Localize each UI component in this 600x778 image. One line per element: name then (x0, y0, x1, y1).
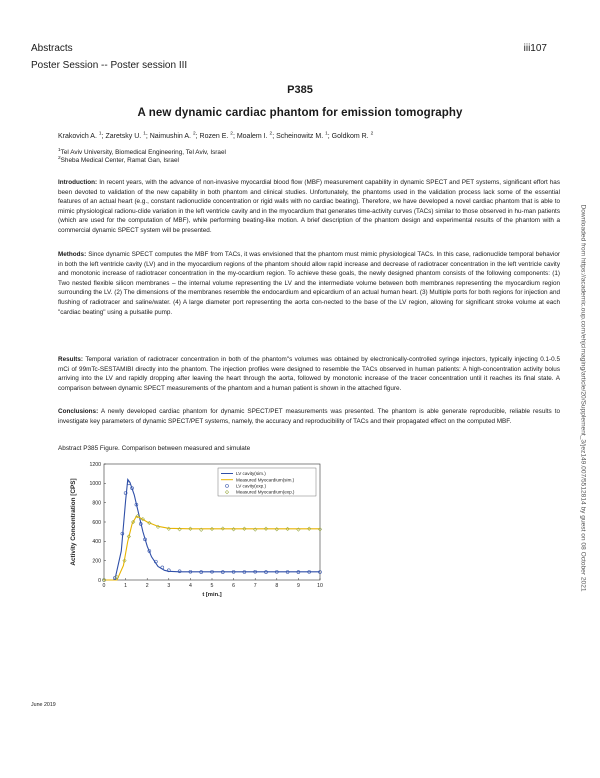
poster-id: P385 (287, 84, 313, 96)
introduction-heading: Introduction: (58, 179, 98, 186)
legend-label: Measured Myocardium(sim.) (236, 477, 295, 483)
conclusions-text: A newly developed cardiac phantom for dynamic SPECT/PET measurements was presented. The phantom is able generate reproducible, reliable results to investigate key parameters of dynamic SPECT/PET systems, namely, the accuracy and reproducibility of TACs and their propagated effect on the computed MBF. (58, 408, 560, 425)
y-tick-label: 0 (98, 577, 101, 584)
x-tick-label: 8 (275, 583, 279, 589)
methods-paragraph (58, 250, 560, 317)
author-name: Krakovich A. (58, 133, 97, 140)
y-tick-label: 200 (92, 558, 101, 565)
chart-legend (218, 468, 316, 496)
author-affiliation-marker: 2 (230, 131, 233, 137)
legend-label: Measured Myocardium(exp.) (236, 489, 295, 495)
paper-title: A new dynamic cardiac phantom for emission tomography (137, 107, 463, 119)
y-tick-label: 400 (92, 539, 101, 546)
conclusions-heading: Conclusions: (58, 408, 99, 415)
figure-caption: Abstract P385 Figure. Comparison between measured and simulate (58, 445, 251, 452)
x-tick-label: 5 (210, 583, 214, 589)
author-affiliation-marker: 1 (325, 131, 328, 137)
results-paragraph (58, 355, 560, 393)
author-name: Rozen E. (199, 133, 229, 140)
x-tick-label: 6 (232, 583, 236, 589)
x-tick-label: 10 (317, 583, 323, 589)
x-tick-label: 4 (188, 583, 192, 589)
x-tick-label: 0 (102, 583, 106, 589)
legend-label: LV cavity(exp.) (236, 483, 267, 489)
author-affiliation-marker: 1 (98, 131, 102, 137)
footer-date: June 2019 (31, 702, 56, 708)
y-tick-label: 1000 (89, 481, 101, 488)
y-axis-label: Activity Concentration [CPS] (70, 478, 77, 566)
conclusions-paragraph (58, 407, 560, 426)
page-number: iii107 (523, 43, 547, 54)
author-affiliation-marker: 2 (192, 131, 196, 137)
legend-label: LV cavity(sim.) (236, 471, 266, 477)
methods-heading: Methods: (58, 251, 87, 258)
author-name: Scheinowitz M. (276, 133, 324, 140)
author-name: Goldkom R. (331, 133, 369, 140)
author-name: Zaretsky U. (105, 133, 142, 140)
affiliation-1: $^1$Tel Aviv University, Biomedical Engineering, Tel Aviv, Israel (58, 147, 226, 156)
affiliation-2: $^2$Sheba Medical Center, Ramat Gan, Israel (58, 155, 179, 164)
author-affiliation-marker: 2 (370, 131, 374, 137)
download-note: Downloaded from https://academic.oup.com/ehjcimaging/article/20/Supplement_3/jez149.007/5512814 by guest on 08 October 2021 (579, 204, 587, 592)
x-axis-label: t [min.] (202, 592, 222, 598)
y-tick-label: 600 (92, 519, 101, 526)
author-name: Moalem I. (236, 133, 268, 140)
author-affiliation-marker: 1 (143, 131, 146, 137)
journal-section: Abstracts (31, 43, 73, 54)
results-text: Temporal variation of radiotracer concentration in both of the phantom"s volumes was obtained by electronically-controlled syringe injectors, typically injecting 0.1-0.5 mCi of 99mTc-SESTAMIBI directly into the phantom. The injection profiles were designed to resemble the TACs observed in human patients: A high-concentration activity bolus arriving into the LV and rapidly dropping after leaving the heart through the aorta, followed by monotonic increase of the tracer concentration until it reaches its final state. A comparison between dynamic SPECT measurements of the phantom and a human patient is shown in the attached figure. (58, 356, 560, 392)
session-title: Poster Session -- Poster session III (31, 60, 188, 71)
x-tick-label: 1 (124, 583, 128, 589)
introduction-paragraph (58, 178, 560, 236)
activity-concentration-chart (58, 456, 338, 618)
author-affiliation-marker: 2 (269, 131, 273, 137)
x-tick-label: 9 (296, 583, 300, 589)
results-heading: Results: (58, 356, 84, 363)
x-tick-label: 2 (145, 583, 149, 589)
author-list: Krakovich A. $^1$; Zaretsky U. $^1$; Naimushin A. $^2$; Rozen E. $^2$; Moalem I. $^2$; Scheinowitz M. $^1$; Goldkom R. $^2$ (58, 131, 374, 140)
y-tick-label: 800 (92, 500, 101, 507)
introduction-text: In recent years, with the advance of non-invasive myocardial blood flow (MBF) measurement capability in dynamic SPECT and PET systems, significant effort has been devoted to validation of the new capability in both phantom and clinical studies. Unfortunately, the phantoms used in the validation process lack some of the essential features of an actual heart (e.g., constant radionuclide concentration or rigid walls with no cardiac beating). Therefore, we have developed a novel cardiac phantom that is able to mimic physiological radionu-clide variation in the left ventricle cavity and in the myocardium that generates time-activity curves (TACs) similar to those observed in hu-man patients (which are used for the computation of MBF), while performing beating-like motion. A brief description of the phantom design and experimental results of the phantom with a commercial dynamic SPECT system will be presented. (58, 179, 560, 234)
y-tick-label: 1200 (89, 461, 101, 468)
author-name: Naimushin A. (149, 133, 191, 140)
x-tick-label: 7 (253, 583, 257, 589)
methods-text: Since dynamic SPECT computes the MBF from TACs, it was envisioned that the phantom must mimic physiological TACs. In this case, radionuclide temporal behavior in both the left ventricle cavity (LV) and in the myocardium regions of the phantom should allow rapid increase and decrease of radiotracer concentration in the left ventricle cavity and monotonic increase of radiotracer concentration in the my-ocardium region. To achieve these goals, the newly designed phantom consists of the following components: (1) Two nested flexible silicon membranes – the internal volume representing the LV and the intermediate volume between both membranes representing the myocardium region surrounding the LV. (2) The dimensions of the membranes resemble the endocardium and epicardium of an actual human heart. (3) Multiple ports for both regions for injection and flushing of radiotracer and saline/water. (4) A large diameter port representing the aorta con-nected to the base of the LV region, allowing for significant stroke volume at each "cardiac beating" using a pulsatile pump. (58, 251, 560, 316)
x-tick-label: 3 (167, 583, 171, 589)
